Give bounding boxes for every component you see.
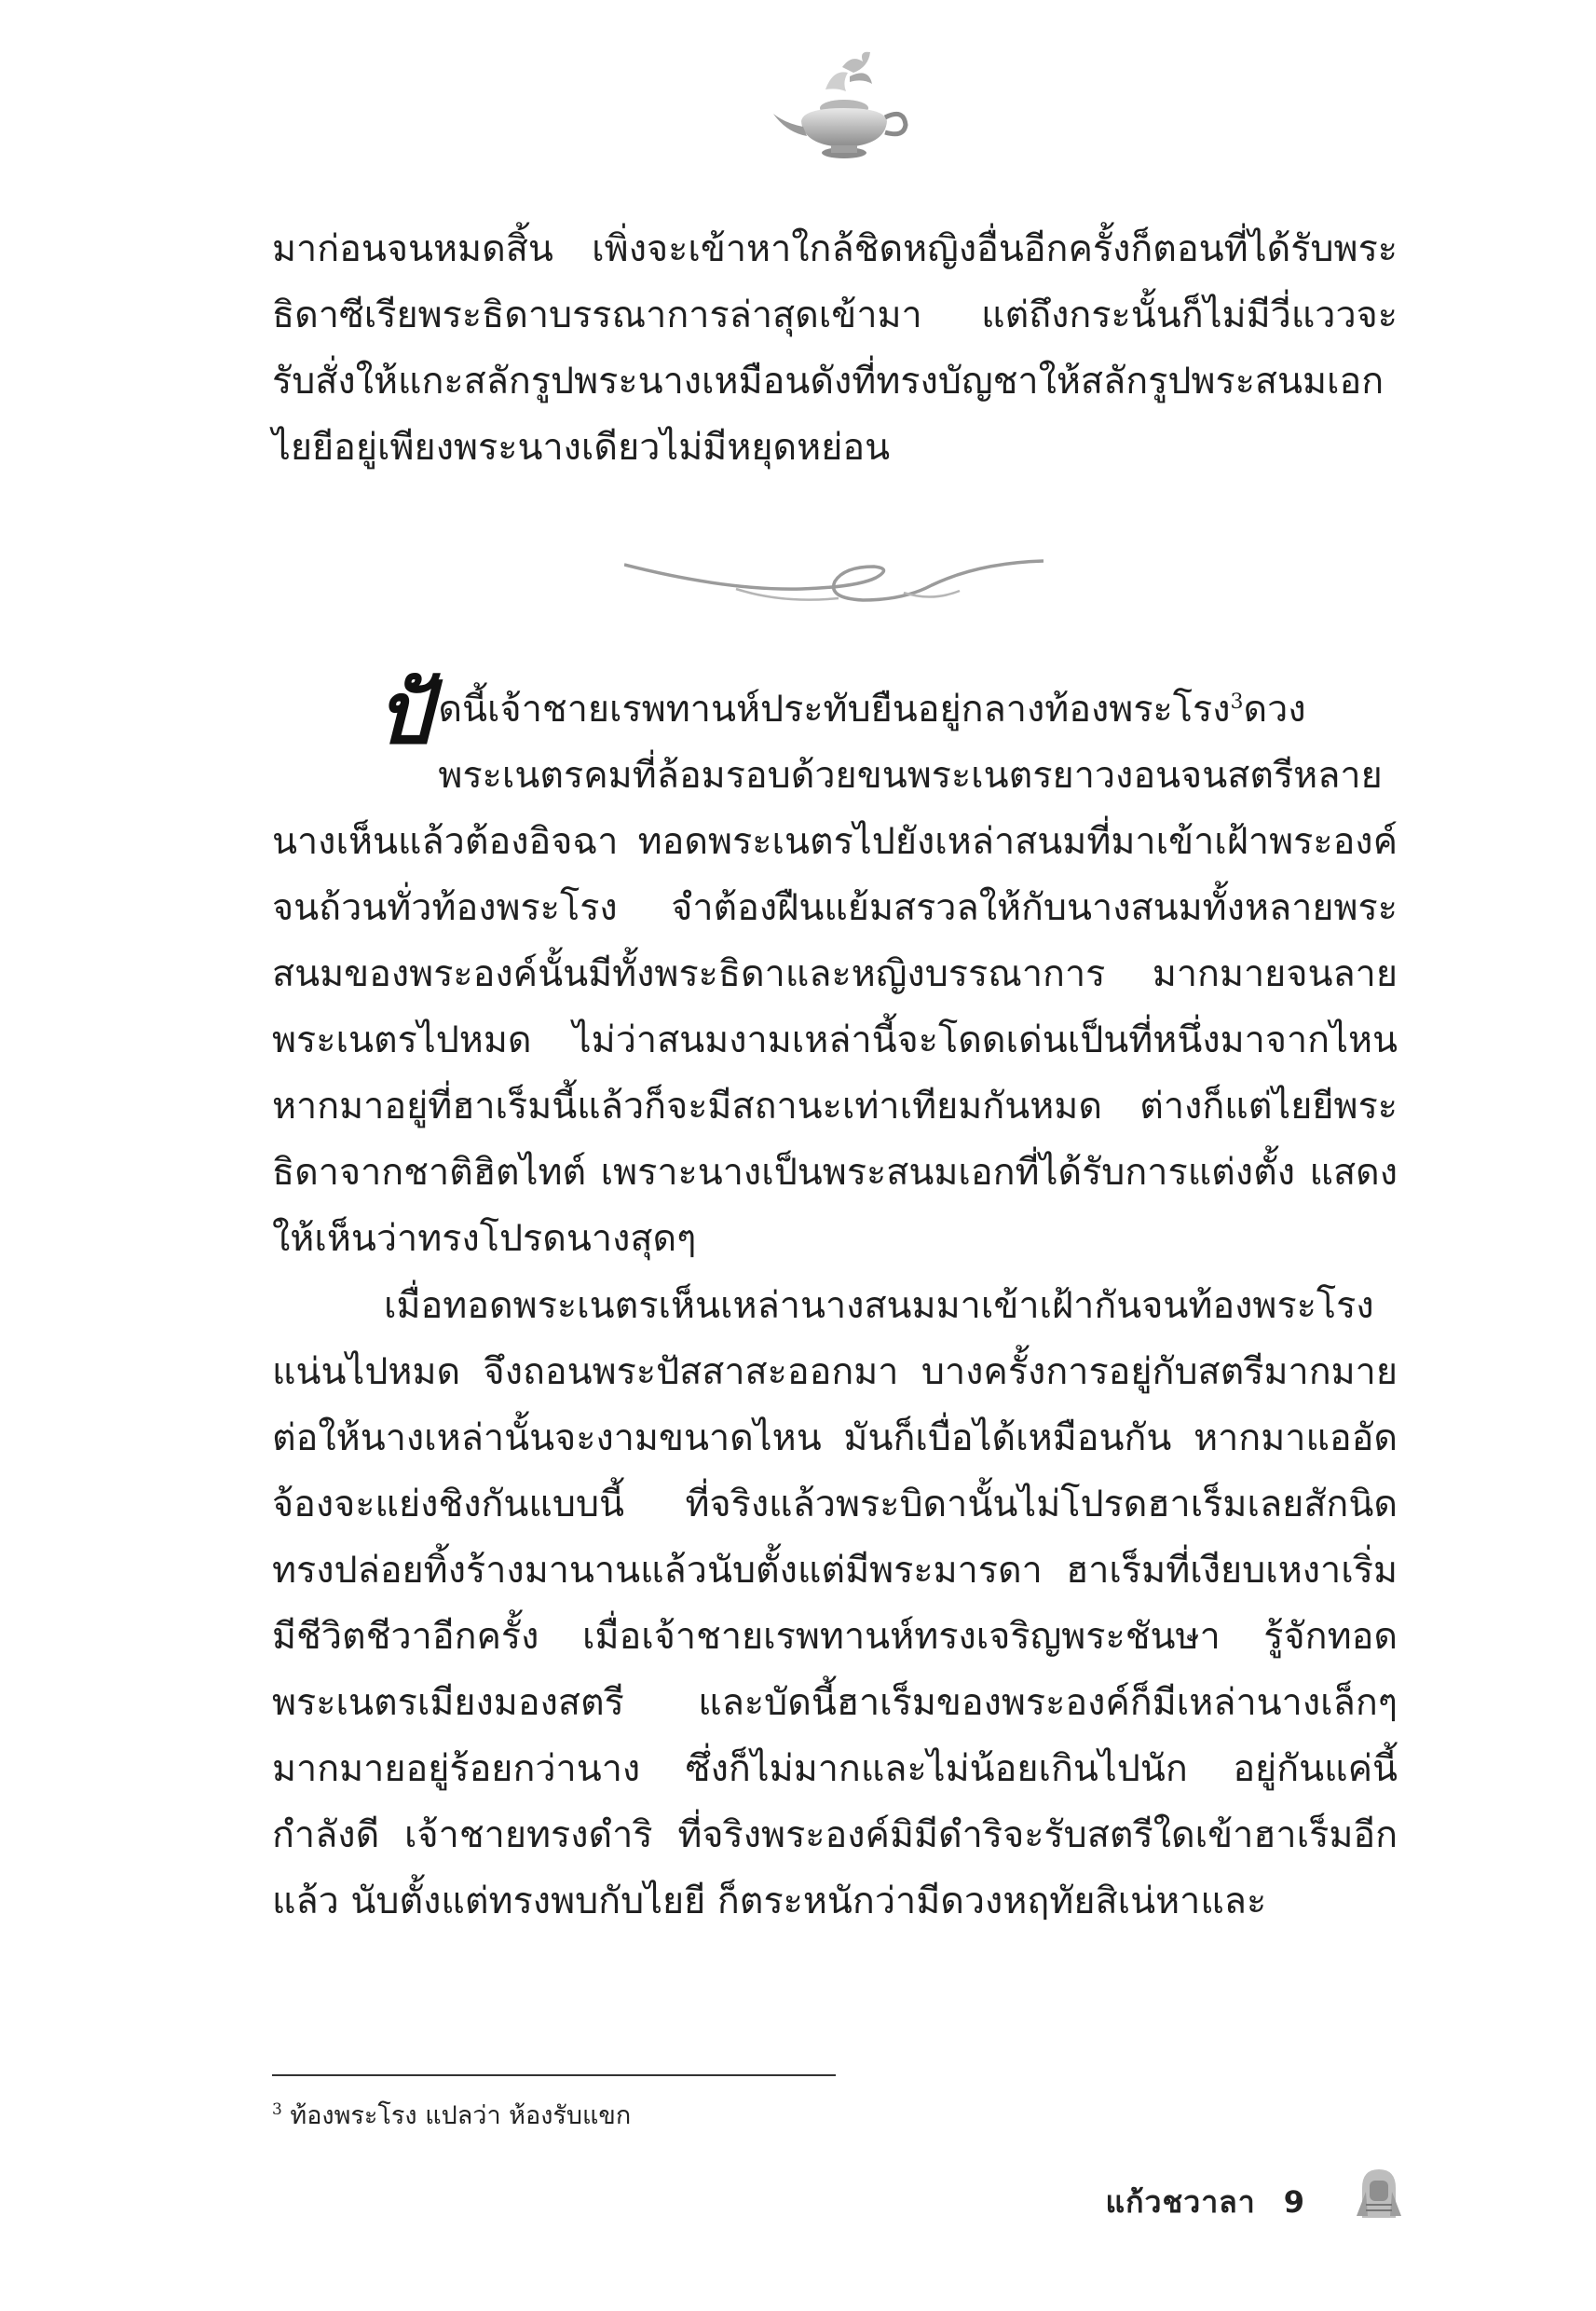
book-title: แก้วชวาลา (1105, 2184, 1256, 2220)
footnote-text: ท้องพระโรง แปลว่า ห้องรับแขก (290, 2101, 632, 2130)
paragraph-2-body: ดวงพระเนตรคมที่ล้อมรอบด้วยขนพระเนตรยาวงอนจนสตรีหลายนางเห็นแล้วต้องอิจฉา ทอดพระเนตรไปยังเหล่าสนมที่มาเข้าเฝ้าพระองค์จนถ้วนทั่วท้องพระโรง จำต้องฝืนแย้มสรวลให้กับนางสนมทั้งหลายพระสนมของพระองค์นั้นมีทั้งพระธิดาและหญิงบรรณาการ มากมายจนลายพระเนตรไปหมด ไม่ว่าสนมงามเหล่านี้จะโดดเด่นเป็นที่หนึ่งมาจากไหน หากมาอยู่ที่ฮาเร็มนี้แล้วก็จะมีสถานะเท่าเทียมกันหมด ต่างก็แต่ไยยีพระธิดาจากชาติฮิตไทต์ เพราะนางเป็นพระสนมเอกที่ได้รับการแต่งตั้ง แสดงให้เห็นว่าทรงโปรดนางสุดๆ (272, 688, 1398, 1260)
genie-lamp-icon (770, 48, 909, 179)
footnote-rule (272, 2074, 836, 2076)
paragraph-2-opening: ดนี้เจ้าชายเรพทานห์ประทับยืนอยู่กลางท้องพระโรง (438, 688, 1231, 731)
sphinx-icon (1349, 2164, 1409, 2222)
body-paragraph-3: เมื่อทอดพระเนตรเห็นเหล่านางสนมมาเข้าเฝ้ากันจนท้องพระโรงแน่นไปหมด จึงถอนพระปัสสาสะออกมา บางครั้งการอยู่กับสตรีมากมายต่อให้นางเหล่านั้นจะงามขนาดไหน มันก็เบื่อได้เหมือนกัน หากมาแออัดจ้องจะแย่งชิงกันแบบนี้ ที่จริงแล้วพระบิดานั้นไม่โปรดฮาเร็มเลยสักนิด ทรงปล่อยทิ้งร้างมานานแล้วนับตั้งแต่มีพระมารดา ฮาเร็มที่เงียบเหงาเริ่มมีชีวิตชีวาอีกครั้ง เมื่อเจ้าชายเรพทานห์ทรงเจริญพระชันษา รู้จักทอดพระเนตรเมียงมองสตรี และบัดนี้ฮาเร็มของพระองค์ก็มีเหล่านางเล็กๆ มากมายอยู่ร้อยกว่านาง ซึ่งก็ไม่มากและไม่น้อยเกินไปนัก อยู่กันแค่นี้กำลังดี เจ้าชายทรงดำริ ที่จริงพระองค์มิมีดำริจะรับสตรีใดเข้าฮาเร็มอีกแล้ว นับตั้งแต่ทรงพบกับไยยี ก็ตระหนักว่ามีดวงหฤทัยสิเน่หาและ (272, 1284, 1398, 1922)
footnote (272, 2091, 631, 2135)
body-paragraph-2 (272, 663, 1398, 1272)
flourish-divider (624, 557, 1044, 613)
body-paragraph-1: มาก่อนจนหมดสิ้น เพิ่งจะเข้าหาใกล้ชิดหญิงอื่นอีกครั้งก็ตอนที่ได้รับพระธิดาซีเรียพระธิดาบรรณาการล่าสุดเข้ามา แต่ถึงกระนั้นก็ไม่มีวี่แววจะรับสั่งให้แกะสลักรูปพระนางเหมือนดังที่ทรงบัญชาให้สลักรูปพระสนมเอกไยยีอยู่เพียงพระนางเดียวไม่มีหยุดหย่อน (272, 227, 1398, 469)
running-footer (1106, 2179, 1305, 2226)
drop-cap: ปั (376, 663, 431, 763)
page-number: 9 (1283, 2184, 1305, 2220)
footnote-reference[interactable]: 3 (1230, 690, 1244, 714)
footnote-mark: 3 (272, 2100, 282, 2119)
